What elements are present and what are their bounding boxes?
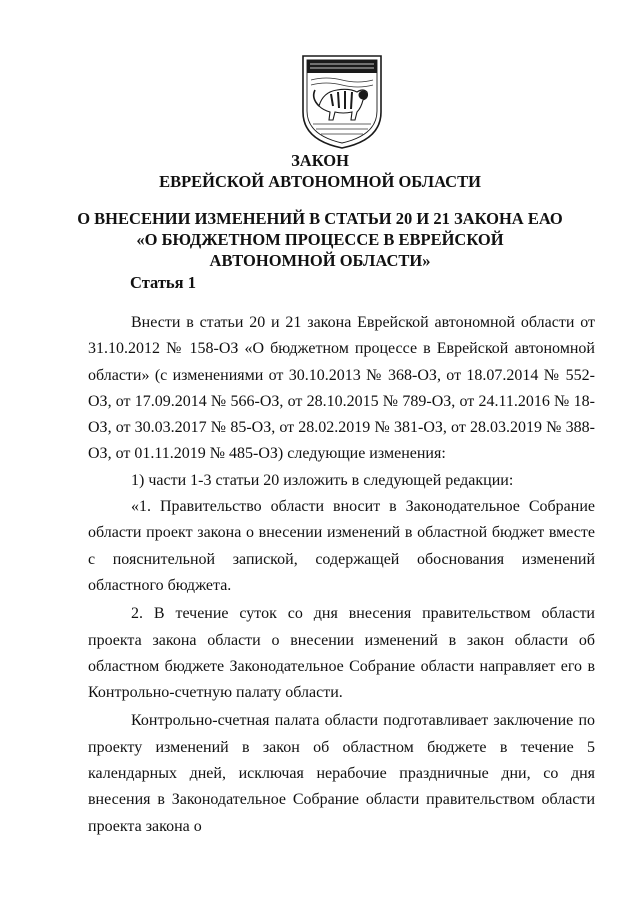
paragraph-item-1: 1) части 1-3 статьи 20 изложить в следующей редакции: xyxy=(131,471,514,489)
paragraph-amendments-intro: Внести в статьи 20 и 21 закона Еврейской автономной области от 31.10.2012 № 158-ОЗ «О бюджетном процессе в Еврейской автономной области» (с изменениями от 30.10.2013 № 368-ОЗ, от 18.07.2014 № 552-ОЗ, от 17.09.2014 № 566-ОЗ, от 28.10.2015 № 789-ОЗ, от 24.11.2016 № 18-ОЗ, от 30.03.2017 № 85-ОЗ, от 28.02.2019 № 381-ОЗ, от 28.03.2019 № 388-ОЗ, от 01.11.2019 № 485-ОЗ) следующие изменения: xyxy=(88,314,595,463)
article-heading: Статья 1 xyxy=(130,273,196,292)
coat-of-arms-tiger-icon xyxy=(301,54,383,150)
law-title-line-1: ЗАКОН xyxy=(291,151,349,170)
law-subject-line-2: «О БЮДЖЕТНОМ ПРОЦЕССЕ В ЕВРЕЙСКОЙ xyxy=(136,230,504,249)
paragraph-part-1: «1. Правительство области вносит в Законодательное Собрание области проект закона о внесении изменений в областной бюджет вместе с пояснительной запиской, содержащей обоснования изменений областного бюджета. xyxy=(88,498,595,594)
paragraph-control-chamber: Контрольно-счетная палата области подготавливает заключение по проекту изменений в закон об областном бюджете в течение 5 календарных дней, исключая нерабочие праздничные дни, со дня внесения в Законодательное Собрание области правительством области проекта закона о xyxy=(88,712,595,835)
law-subject-line-1: О ВНЕСЕНИИ ИЗМЕНЕНИЙ В СТАТЬИ 20 И 21 ЗАКОНА ЕАО xyxy=(77,209,563,228)
law-subject-line-3: АВТОНОМНОЙ ОБЛАСТИ» xyxy=(209,251,431,270)
paragraph-part-2: 2. В течение суток со дня внесения правительством области проекта закона области о внесении изменений в закон области об областном бюджете Законодательное Собрание области направляет его в Контрольно-счетную палату области. xyxy=(88,605,595,702)
article-body xyxy=(88,310,595,840)
law-title-line-2: ЕВРЕЙСКОЙ АВТОНОМНОЙ ОБЛАСТИ xyxy=(159,172,481,191)
